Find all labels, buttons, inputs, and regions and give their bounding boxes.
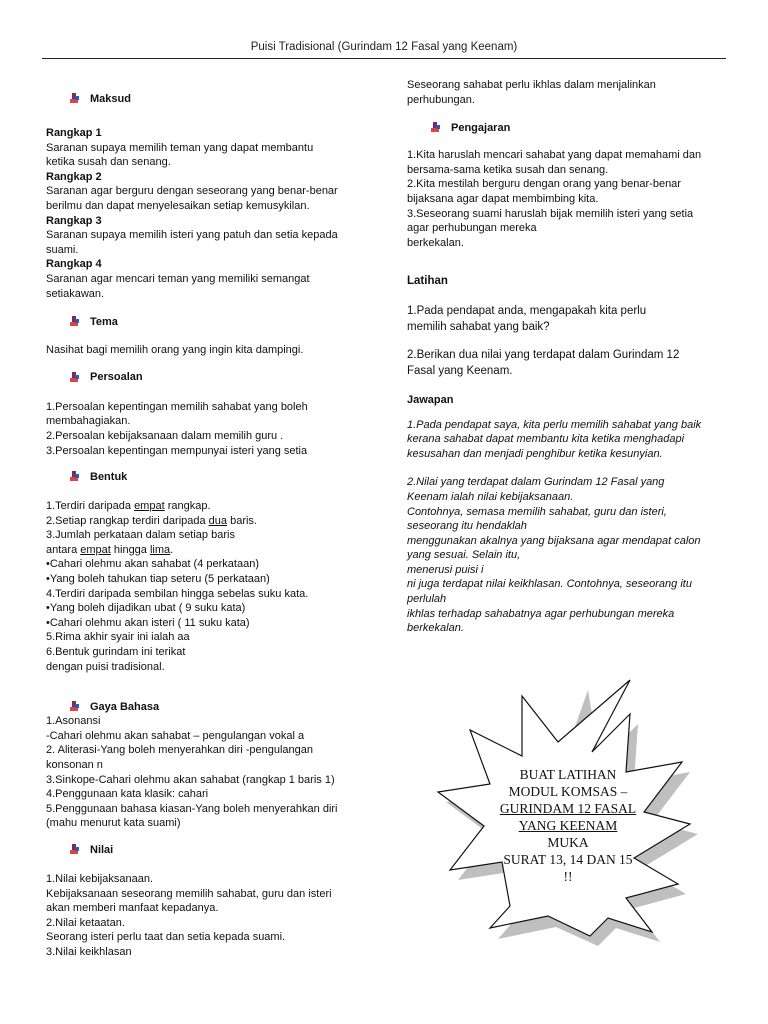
answer-line: menggunakan akalnya yang bijaksana agar mendapat calon	[407, 534, 701, 547]
gaya-line: 4.Penggunaan kata klasik: cahari	[46, 788, 209, 801]
pengajaran-line: agar perhubungan mereka	[407, 222, 537, 235]
gaya-line: 3.Sinkope-Cahari olehmu akan sahabat (rangkap 1 baris 1)	[46, 773, 335, 786]
answer-line: kesusahan dan menjadi penghibur ketika kesunyian.	[407, 447, 663, 460]
pengajaran-line: 1.Kita haruslah mencari sahabat yang dapat memahami dan	[407, 149, 702, 162]
starburst-line: MODUL KOMSAS –	[508, 784, 628, 799]
rangkap-text: setiakawan.	[46, 287, 105, 300]
pengajaran-line: berkekalan.	[407, 236, 464, 249]
answer-line: seseorang itu hendaklah	[407, 520, 527, 533]
bentuk-line: •Cahari olehmu akan sahabat (4 perkataan)	[46, 558, 259, 571]
bentuk-line: 5.Rima akhir syair ini ialah aa	[46, 631, 190, 644]
answer-line: menerusi puisi i	[407, 563, 484, 576]
question-line: Fasal yang Keenam.	[407, 364, 513, 377]
bentuk-line: dengan puisi tradisional.	[46, 660, 165, 673]
bullet-icon	[70, 844, 80, 856]
gaya-line: 2. Aliterasi-Yang boleh menyerahkan diri -pengulangan	[46, 744, 314, 757]
bentuk-line: •Yang boleh tahukan tiap seteru (5 perkataan)	[46, 573, 270, 586]
starburst-line: YANG KEENAM MUKA	[518, 818, 618, 850]
bullet-icon	[70, 316, 80, 328]
nilai-line: Kebijaksanaan seseorang memilih sahabat, guru dan isteri	[46, 887, 332, 900]
section-heading-tema: Tema	[70, 315, 368, 329]
bentuk-line: 3.Jumlah perkataan dalam setiap baris	[46, 529, 235, 542]
question-line: 1.Pada pendapat anda, mengapakah kita perlu	[407, 304, 647, 317]
rangkap-text: Saranan supaya memilih teman yang dapat membantu	[46, 141, 314, 154]
starburst-text	[498, 766, 638, 885]
bentuk-line: 1.Terdiri daripada empat rangkap.	[46, 500, 211, 513]
section-heading-bentuk: Bentuk	[70, 470, 368, 484]
nilai-line: 3.Nilai keikhlasan	[46, 945, 132, 958]
persoalan-line: 3.Persoalan kepentingan mempunyai isteri yang setia	[46, 444, 308, 457]
rangkap-text: ketika susah dan senang.	[46, 156, 171, 169]
section-heading-nilai: Nilai	[70, 843, 368, 857]
rangkap-label: Rangkap 1	[46, 127, 102, 139]
section-heading-persoalan: Persoalan	[70, 371, 368, 385]
rangkap-text: suami.	[46, 243, 79, 256]
answer-line: 2.Nilai yang terdapat dalam Gurindam 12 Fasal yang	[407, 476, 665, 489]
answer-line: ikhlas terhadap sahabatnya agar perhubungan mereka	[407, 607, 675, 620]
gaya-line: (mahu menurut kata suami)	[46, 817, 181, 830]
starburst-line: BUAT LATIHAN	[519, 767, 617, 782]
pengajaran-line: bijaksana agar dapat membimbing kita.	[407, 192, 599, 205]
section-heading-gaya-bahasa: Gaya Bahasa	[70, 700, 368, 714]
page-title: Puisi Tradisional (Gurindam 12 Fasal yang Keenam)	[250, 41, 518, 53]
rangkap-text: Saranan agar berguru dengan seseorang yang benar-benar	[46, 185, 338, 198]
bentuk-line: 4.Terdiri daripada sembilan hingga sebelas suku kata.	[46, 587, 309, 600]
gaya-line: -Cahari olehmu akan sahabat – pengulangan vokal a	[46, 729, 305, 742]
bullet-icon	[431, 122, 441, 134]
persoalan-line: 2.Persoalan kebijaksanaan dalam memilih guru .	[46, 429, 284, 442]
bullet-icon	[70, 701, 80, 713]
rangkap-label: Rangkap 4	[46, 258, 102, 271]
starburst-line: SURAT 13, 14 DAN 15 !!	[503, 852, 633, 884]
persoalan-line: membahagiakan.	[46, 415, 131, 428]
starburst-line: GURINDAM 12 FASAL	[499, 801, 637, 816]
rangkap-text: Saranan agar mencari teman yang memiliki semangat	[46, 272, 310, 285]
answer-line: Contohnya, semasa memilih sahabat, guru dan isteri,	[407, 505, 667, 518]
bullet-icon	[70, 93, 80, 105]
jawapan-heading: Jawapan	[407, 393, 454, 406]
nilai-line: 1.Nilai kebijaksanaan.	[46, 872, 154, 885]
persoalan-line: 1.Persoalan kepentingan memilih sahabat yang boleh	[46, 400, 308, 413]
page-header	[42, 40, 726, 59]
pengajaran-line: bersama-sama ketika susah dan senang.	[407, 163, 609, 176]
bullet-icon	[70, 471, 80, 483]
starburst-callout	[432, 678, 700, 948]
bentuk-line: 6.Bentuk gurindam ini terikat	[46, 646, 186, 659]
pengajaran-line: 3.Seseorang suami haruslah bijak memilih isteri yang setia	[407, 207, 694, 220]
gaya-line: 1.Asonansi	[46, 715, 101, 728]
nilai-line: akan memberi manfaat kepadanya.	[46, 902, 219, 915]
bentuk-line: 2.Setiap rangkap terdiri daripada dua baris.	[46, 514, 257, 527]
answer-line: ni juga terdapat nilai keikhlasan. Contohnya, seseorang itu	[407, 578, 692, 591]
question-line: 2.Berikan dua nilai yang terdapat dalam Gurindam 12	[407, 348, 680, 361]
bentuk-line: antara empat hingga lima.	[46, 543, 174, 556]
answer-line: perlulah	[407, 593, 447, 606]
latihan-heading: Latihan	[407, 275, 448, 288]
answer-line: berkekalan.	[407, 622, 464, 635]
bentuk-line: •Cahari olehmu akan isteri ( 11 suku kata)	[46, 616, 250, 629]
gaya-line: konsonan n	[46, 759, 103, 771]
bentuk-line: •Yang boleh dijadikan ubat ( 9 suku kata)	[46, 602, 246, 615]
rangkap-text: berilmu dan dapat menyelesaikan setiap kemusykilan.	[46, 199, 310, 212]
nilai-line: 2.Nilai ketaatan.	[46, 916, 125, 929]
answer-line: 1.Pada pendapat saya, kita perlu memilih sahabat yang baik	[407, 418, 702, 431]
left-column	[46, 92, 368, 960]
section-heading-maksud: Maksud	[70, 92, 368, 106]
section-heading-pengajaran: Pengajaran	[431, 121, 725, 135]
nilai-line: Seorang isteri perlu taat dan setia kepada suami.	[46, 931, 286, 944]
gaya-line: 5.Penggunaan bahasa kiasan-Yang boleh menyerahkan diri	[46, 802, 338, 815]
pengajaran-line: 2.Kita mestilah berguru dengan orang yang benar-benar	[407, 178, 681, 191]
rangkap-text: Saranan supaya memilih isteri yang patuh dan setia kepada	[46, 229, 338, 242]
answer-line: kerana sahabat dapat membantu kita ketika menghadapi	[407, 433, 685, 446]
question-line: memilih sahabat yang baik?	[407, 320, 550, 333]
answer-line: Keenam ialah nilai kebijaksanaan.	[407, 490, 574, 503]
bullet-icon	[70, 372, 80, 384]
tema-text: Nasihat bagi memilih orang yang ingin kita dampingi.	[46, 344, 304, 357]
right-column	[407, 78, 725, 636]
continued-text: Seseorang sahabat perlu ikhlas dalam menjalinkan	[407, 79, 656, 91]
continued-text: perhubungan.	[407, 93, 475, 106]
rangkap-label: Rangkap 2	[46, 170, 102, 183]
answer-line: yang sesuai. Selain itu,	[407, 549, 521, 562]
rangkap-label: Rangkap 3	[46, 214, 102, 227]
